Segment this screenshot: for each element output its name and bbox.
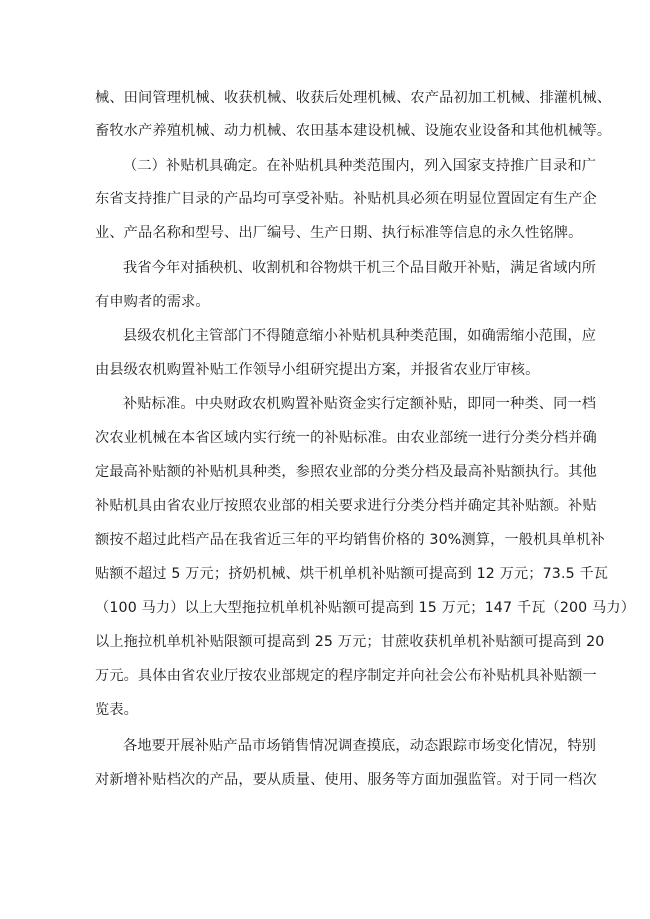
text-line: 械、田间管理机械、收获机械、收获后处理机械、农产品初加工机械、排灌机械、 <box>95 90 612 106</box>
text-line: 我省今年对插秧机、收割机和谷物烘干机三个品目敞开补贴，满足省域内所 <box>123 260 597 276</box>
text-line: （100 马力）以上大型拖拉机单机补贴额可提高到 15 万元；147 千瓦（200 马力） <box>95 600 636 616</box>
section-heading-line: （二）补贴机具确定。在补贴机具种类范围内，列入国家支持推广目录和广 <box>123 158 597 174</box>
text-line: 贴额不超过 5 万元；挤奶机械、烘干机单机补贴额可提高到 12 万元；73.5 千瓦 <box>95 566 609 582</box>
text-line: 县级农机化主管部门不得随意缩小补贴机具种类范围，如确需缩小范围，应 <box>123 328 597 344</box>
text-line: 额按不超过此档产品在我省近三年的平均销售价格的 30%测算，一般机具单机补 <box>95 532 605 548</box>
text-line: 以上拖拉机单机补贴限额可提高到 25 万元；甘蔗收获机单机补贴额可提高到 20 <box>95 634 605 650</box>
text-line: 由县级农机购置补贴工作领导小组研究提出方案，并报省农业厅审核。 <box>95 362 540 378</box>
text-line: 业、产品名称和型号、出厂编号、生产日期、执行标准等信息的永久性铭牌。 <box>95 225 583 241</box>
text-line: 次农业机械在本省区域内实行统一的补贴标准。由农业部统一进行分类分档并确 <box>95 430 597 446</box>
text-line: 有申购者的需求。 <box>95 294 210 310</box>
text-line: 东省支持推广目录的产品均可享受补贴。补贴机具必须在明显位置固定有生产企 <box>95 191 597 207</box>
text-line: 览表。 <box>95 702 139 718</box>
text-line: 定最高补贴额的补贴机具种类，参照农业部的分类分档及最高补贴额执行。其他 <box>95 464 597 480</box>
text-line: 补贴标准。中央财政农机购置补贴资金实行定额补贴，即同一种类、同一档 <box>123 396 597 412</box>
text-line: 万元。具体由省农业厅按农业部规定的程序制定并向社会公布补贴机具补贴额一 <box>95 668 597 684</box>
text-line: 对新增补贴档次的产品，要从质量、使用、服务等方面加强监管。对于同一档次 <box>95 772 597 788</box>
text-line: 畜牧水产养殖机械、动力机械、农田基本建设机械、设施农业设备和其他机械等。 <box>95 123 612 139</box>
text-line: 各地要开展补贴产品市场销售情况调查摸底，动态跟踪市场变化情况，特别 <box>123 738 597 754</box>
text-line: 补贴机具由省农业厅按照农业部的相关要求进行分类分档并确定其补贴额。补贴 <box>95 498 597 514</box>
